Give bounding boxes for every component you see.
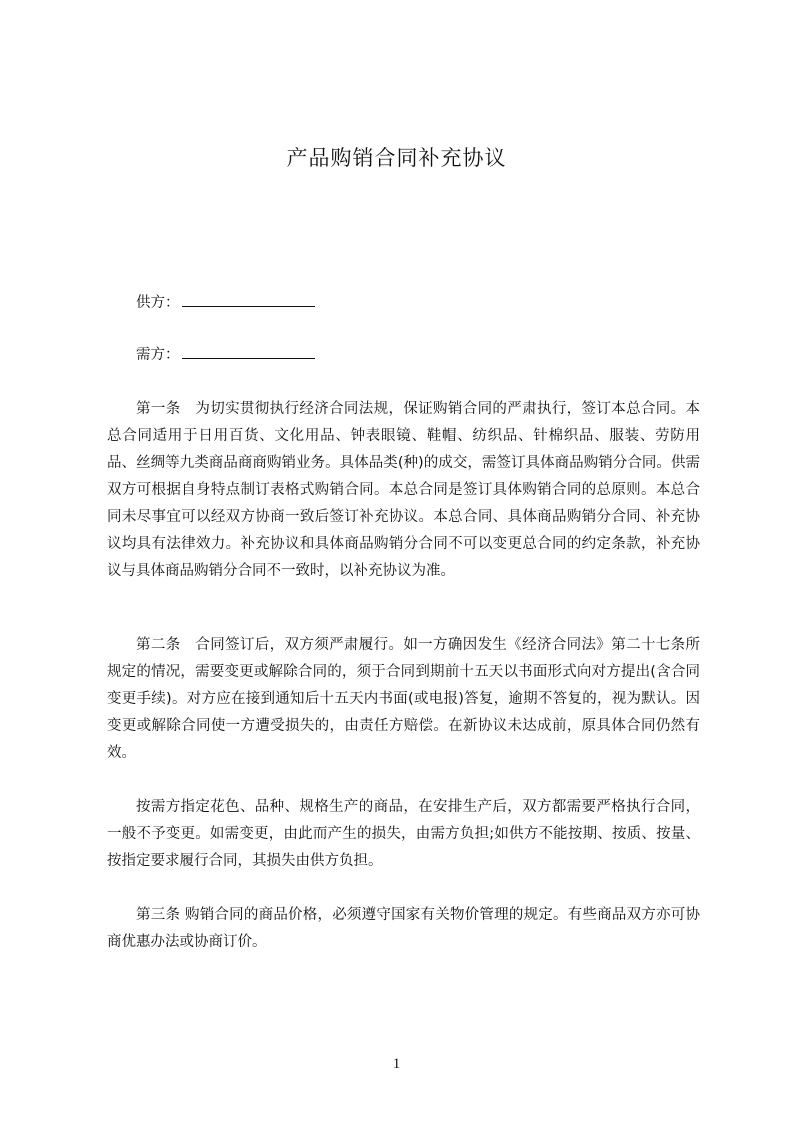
- supplier-line: [136, 292, 315, 313]
- supplier-label: 供方：: [136, 295, 180, 311]
- page-number: 1: [392, 1056, 401, 1072]
- buyer-blank-field: [182, 344, 315, 359]
- article-2-paragraph: 第二条 合同签订后，双方须严肃履行。如一方确因发生《经济合同法》第二十七条所规定的情况，需要变更或解除合同的，须于合同到期前十五天以书面形式向对方提出(含合同变更手续)。对方应在接到通知后十五天内书面(或电报)答复，逾期不答复的，视为默认。因变更或解除合同使一方遭受损失的，由责任方赔偿。在新协议未达成前，原具体合同仍然有效。: [107, 637, 700, 761]
- buyer-line: [136, 344, 315, 365]
- article-1-paragraph: 第一条 为切实贯彻执行经济合同法规，保证购销合同的严肃执行，签订本总合同。本总合同适用于日用百货、文化用品、钟表眼镜、鞋帽、纺织品、针棉织品、服装、劳防用品、丝绸等九类商品商商购销业务。具体品类(种)的成交，需签订具体商品购销分合同。供需双方可根据自身特点制订表格式购销合同。本总合同是签订具体购销合同的总原则。本总合同未尽事宜可以经双方协商一致后签订补充协议。本总合同、具体商品购销分合同、补充协议均具有法律效力。补充协议和具体商品购销分合同不可以变更总合同的约定条款，补充协议与具体商品购销分合同不一致时，以补充协议为准。: [107, 401, 700, 579]
- custom-order-paragraph: 按需方指定花色、品种、规格生产的商品，在安排生产后，双方都需要严格执行合同，一般不予变更。如需变更，由此而产生的损失，由需方负担;如供方不能按期、按质、按量、按指定要求履行合同，其损失由供方负担。: [107, 799, 700, 869]
- document-title: 产品购销合同补充协议: [286, 146, 507, 170]
- buyer-label: 需方：: [136, 347, 180, 363]
- supplier-blank-field: [182, 292, 315, 307]
- article-3-paragraph: 第三条 购销合同的商品价格，必须遵守国家有关物价管理的规定。有些商品双方亦可协商优惠办法或协商订价。: [107, 907, 700, 950]
